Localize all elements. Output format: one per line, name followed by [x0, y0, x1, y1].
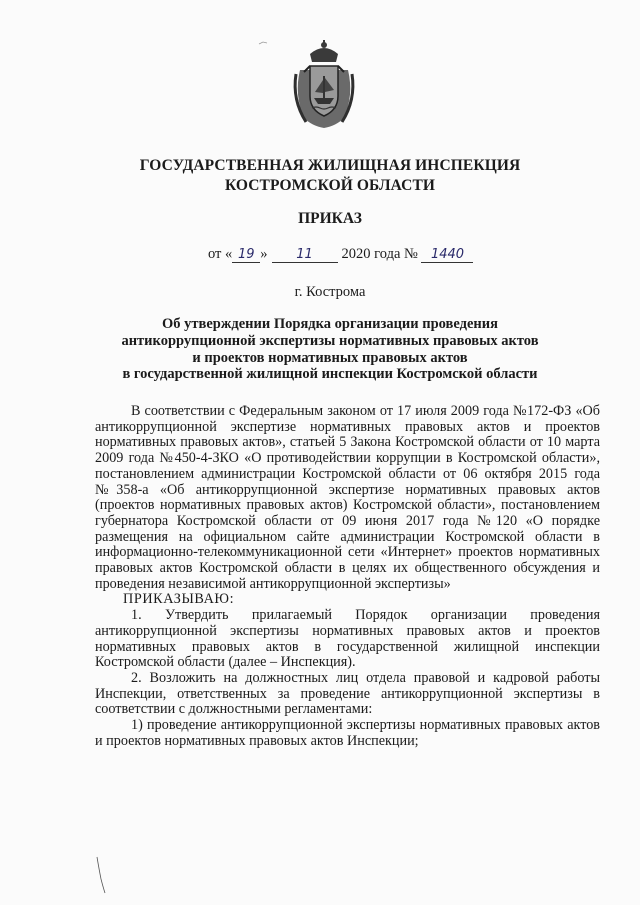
item-1-paragraph: 1. Утвердить прилагаемый Порядок организации проведения антикоррупционной экспертизы нормативных правовых актов и проектов нормативных правовых актов в государственной жилищной инспекции Костромской области (далее – Инспекция).: [95, 607, 600, 671]
handwritten-day: 19: [232, 248, 260, 263]
item-2-paragraph: 2. Возложить на должностных лиц отдела правовой и кадровой работы Инспекции, ответственных за проведение антикоррупционной экспертизы в соответствии с должностными регламентами:: [95, 669, 600, 718]
handwritten-order-number: 1440: [421, 248, 473, 263]
preamble-paragraph: В соответствии с Федеральным законом от 17 июля 2009 года №172-ФЗ «Об антикоррупционной экспертизе нормативных правовых актов и проектов нормативных правовых актов», статьей 5 Закона Костромской области от 10 марта 2009 года №450-4-ЗКО «О противодействии коррупции в Костромской области», постановлением администрации Костромской области от 06 октября 2015 года №358-а «Об антикоррупционной экспертизе нормативных правовых актов (проектов нормативных правовых актов) Костромской области», постановлением губернатора Костромской области от 09 июня 2017 года №120 «О порядке размещения на официальном сайте администрации Костромской области в информационно-телекоммуникационной сети «Интернет» проектов нормативных правовых актов Костромской области в целях их общественного обсуждения и проведения независимой антикоррупционной экспертизы»: [95, 403, 600, 592]
title-line1: Об утверждении Порядка организации проведения: [162, 316, 498, 332]
organization-name-line2: КОСТРОМСКОЙ ОБЛАСТИ: [224, 177, 436, 194]
handwritten-month: 11: [272, 248, 338, 263]
organization-name-line1: ГОСУДАРСТВЕННАЯ ЖИЛИЩНАЯ ИНСПЕКЦИЯ: [139, 157, 521, 174]
date-prefix: от «: [208, 246, 233, 262]
title-line2: антикоррупционной экспертизы нормативных правовых актов: [121, 332, 539, 349]
coat-of-arms-icon: [290, 40, 358, 130]
document-title: [60, 316, 600, 383]
date-number-line: [208, 246, 473, 263]
item-2-sub-1-paragraph: 1) проведение антикоррупционной экспертизы нормативных правовых актов и проектов нормативных правовых актов Инспекции;: [95, 717, 600, 749]
date-year-text: 2020 года №: [341, 246, 418, 262]
title-line3: и проектов нормативных правовых актов: [192, 349, 468, 366]
city-line: г. Кострома: [294, 284, 366, 300]
document-type: ПРИКАЗ: [298, 210, 362, 227]
title-line4: в государственной жилищной инспекции Костромской области: [122, 366, 538, 383]
document-body: [95, 404, 600, 749]
margin-pen-mark: [95, 855, 107, 895]
order-word: ПРИКАЗЫВАЮ:: [123, 591, 235, 608]
organization-name: [60, 156, 600, 196]
scan-speck-mark: [258, 40, 268, 46]
date-mid: »: [260, 246, 268, 262]
